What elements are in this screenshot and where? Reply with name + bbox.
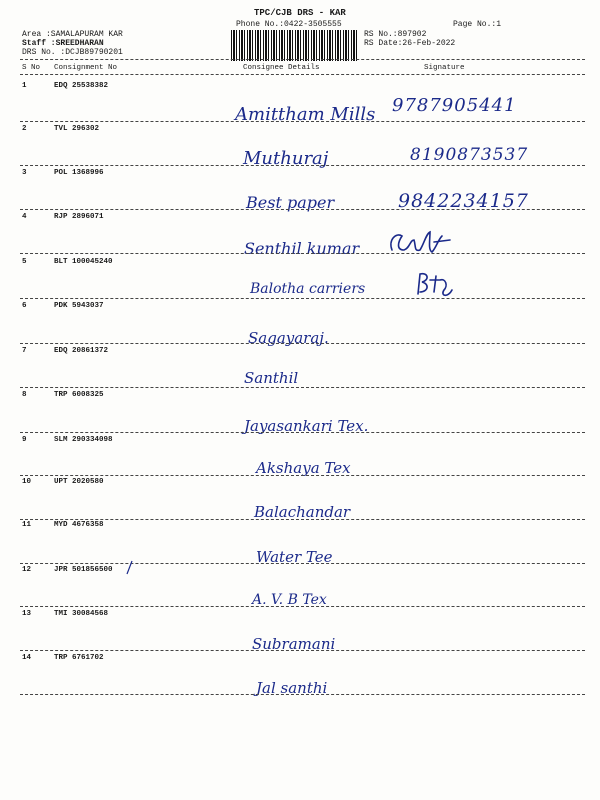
page-number: Page No.:1 — [453, 20, 502, 29]
row-2-signature: 8190873537 — [410, 145, 529, 165]
row-12-sno: 12 — [22, 566, 32, 574]
row-7-consignee-handwritten: Santhil — [244, 369, 299, 387]
row-6-consignee-handwritten: Sagayaraj. — [248, 329, 329, 347]
row-8-sno: 8 — [22, 391, 27, 399]
row-13-divider — [20, 650, 585, 651]
rs-date: RS Date:26-Feb-2022 — [364, 39, 456, 48]
row-5-divider — [20, 298, 585, 299]
row-1-signature: 9787905441 — [392, 95, 517, 116]
row-8-consignment: TRP 6008325 — [54, 391, 104, 399]
row-10-sno: 10 — [22, 478, 32, 486]
row-14-consignee-handwritten: Jal santhi — [256, 679, 328, 697]
row-13-consignee-handwritten: Subramani — [252, 635, 336, 653]
row-3-signature: 9842234157 — [398, 190, 529, 212]
row-9-consignment: SLM 290334098 — [54, 436, 113, 444]
header-rule-bottom — [20, 74, 585, 75]
row-4-consignee-handwritten: Senthil kumar — [244, 239, 360, 258]
row-11-consignment: MYD 4676358 — [54, 521, 104, 529]
area-label: Area :SAMALAPURAM KAR — [22, 30, 123, 39]
row-9-divider — [20, 475, 585, 476]
row-1-divider — [20, 121, 585, 122]
row-2-sno: 2 — [22, 125, 27, 133]
row-3-sno: 3 — [22, 169, 27, 177]
document-title: TPC/CJB DRS - KAR — [254, 8, 346, 18]
row-4-divider — [20, 253, 585, 254]
row-3-consignee-handwritten: Best paper — [246, 193, 335, 212]
row-2-divider — [20, 165, 585, 166]
row-10-consignment: UPT 2020580 — [54, 478, 104, 486]
row-7-consignment: EDQ 20861372 — [54, 347, 109, 355]
row-8-divider — [20, 432, 585, 433]
drs-number: DRS No. :DCJB89790201 — [22, 48, 123, 57]
row-8-consignee-handwritten: Jayasankari Tex. — [244, 417, 369, 435]
row-4-consignment: RJP 2896071 — [54, 213, 104, 221]
column-header-sno: S No — [22, 64, 41, 72]
row-5-sno: 5 — [22, 258, 27, 266]
rs-number: RS No.:897902 — [364, 30, 427, 39]
row-6-divider — [20, 343, 585, 344]
row-2-consignee-handwritten: Muthuraj — [243, 148, 329, 169]
row-6-consignment: PDK 5943037 — [54, 302, 104, 310]
row-2-consignment: TVL 296302 — [54, 125, 100, 133]
row-1-consignment: EDQ 25538382 — [54, 82, 109, 90]
row-11-divider — [20, 563, 585, 564]
phone-number: Phone No.:0422-3505555 — [236, 20, 342, 29]
row-6-sno: 6 — [22, 302, 27, 310]
row-14-consignment: TRP 6761702 — [54, 654, 104, 662]
row-12-pen-mark — [124, 560, 134, 576]
row-9-sno: 9 — [22, 436, 27, 444]
row-10-consignee-handwritten: Balachandar — [254, 503, 351, 521]
row-5-consignment: BLT 100045240 — [54, 258, 113, 266]
row-12-divider — [20, 606, 585, 607]
row-1-sno: 1 — [22, 82, 27, 90]
column-header-consignment: Consignment No — [54, 64, 118, 72]
header-rule-top — [20, 59, 585, 60]
row-13-consignment: TMI 30084568 — [54, 610, 109, 618]
row-10-divider — [20, 519, 585, 520]
row-5-consignee-handwritten: Balotha carriers — [250, 281, 366, 297]
row-7-divider — [20, 387, 585, 388]
row-3-divider — [20, 209, 585, 210]
row-13-sno: 13 — [22, 610, 32, 618]
row-12-consignment: JPR 501856500 — [54, 566, 113, 574]
staff-label: Staff :SREEDHARAN — [22, 39, 104, 48]
column-header-consignee: Consignee Details — [243, 64, 320, 72]
row-11-sno: 11 — [22, 521, 32, 529]
row-14-divider — [20, 694, 585, 695]
row-4-sno: 4 — [22, 213, 27, 221]
row-3-consignment: POL 1368996 — [54, 169, 104, 177]
barcode-graphic — [231, 30, 357, 61]
row-9-consignee-handwritten: Akshaya Tex — [256, 459, 351, 477]
row-12-consignee-handwritten: A. V. B Tex — [252, 592, 327, 608]
row-7-sno: 7 — [22, 347, 27, 355]
row-11-consignee-handwritten: Water Tee — [256, 548, 333, 566]
row-5-signature-scribble — [412, 268, 456, 298]
row-1-consignee-handwritten: Amittham Mills — [235, 104, 376, 125]
row-14-sno: 14 — [22, 654, 32, 662]
column-header-signature: Signature — [424, 64, 465, 72]
